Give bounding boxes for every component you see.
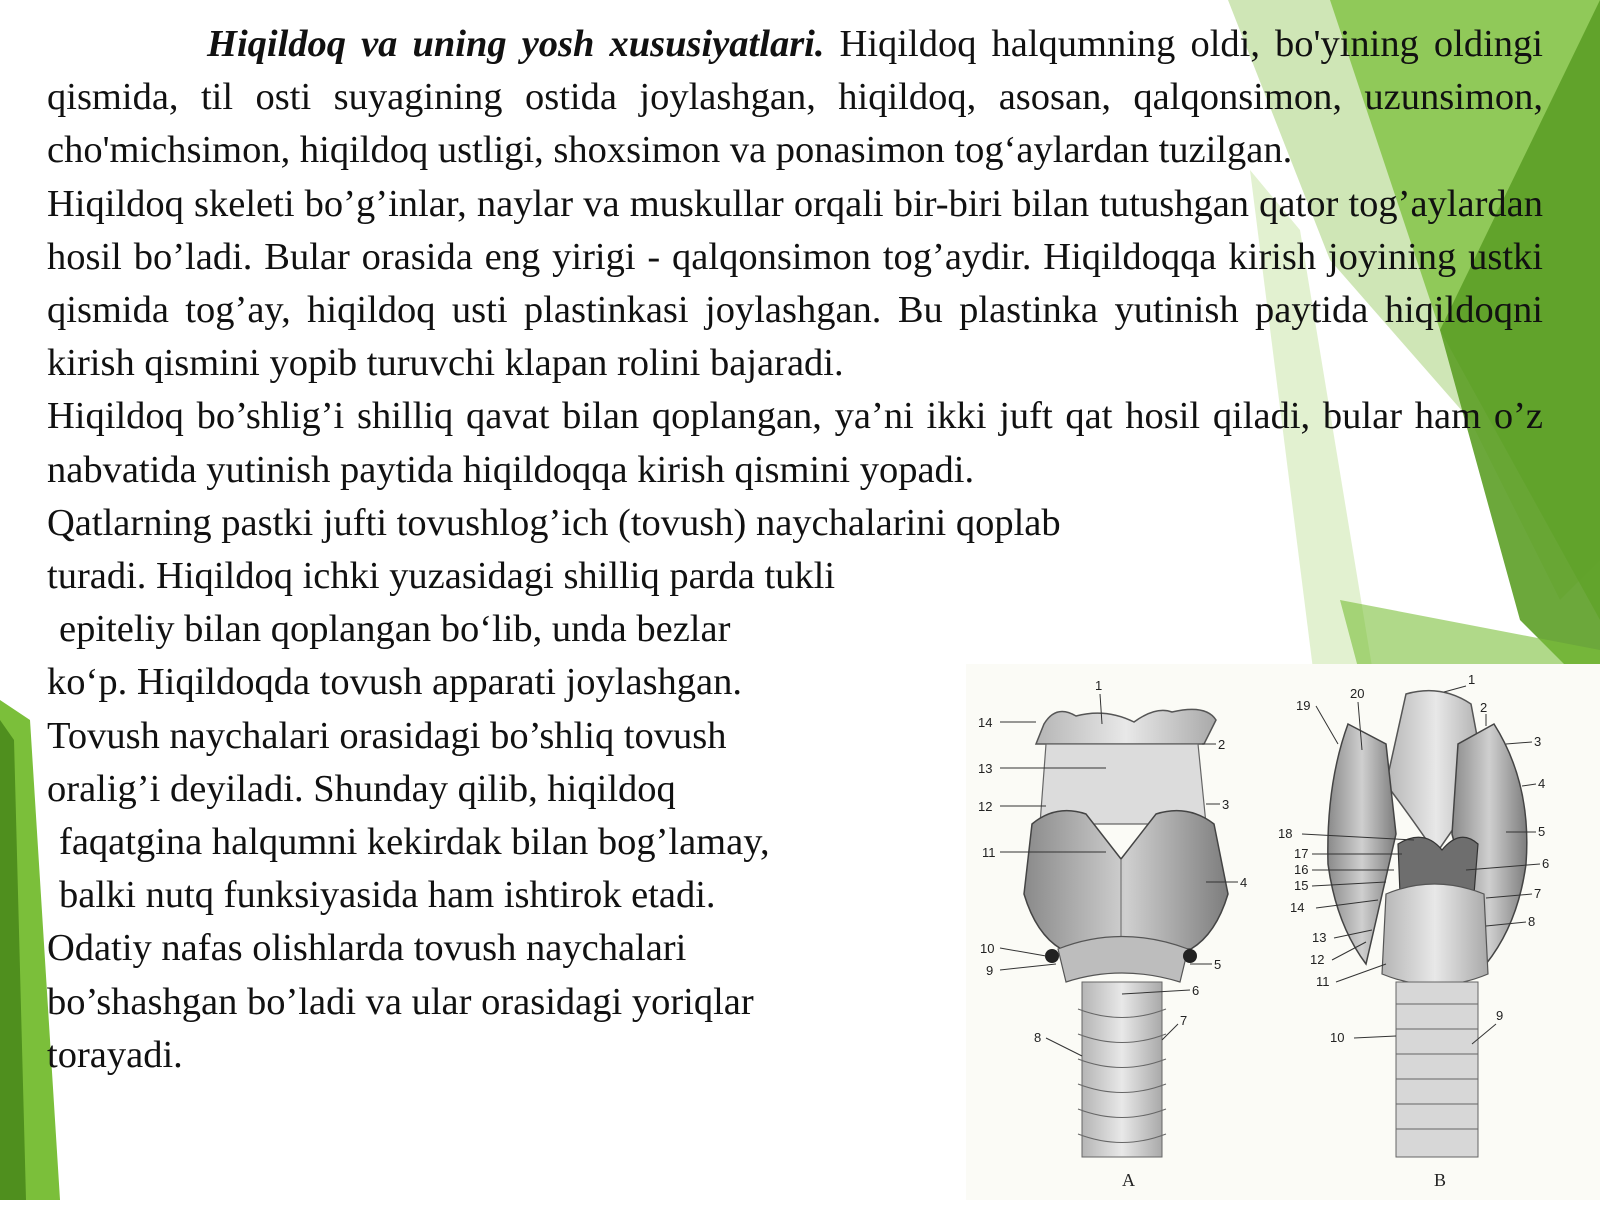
panel-b-label-2: 2 xyxy=(1480,700,1488,715)
panel-b-label-16: 16 xyxy=(1294,862,1309,877)
paragraph-4-line: turadi. Hiqildoq ichki yuzasidagi shilliq parda tukli xyxy=(47,555,836,598)
paragraph-4-line: Odatiy nafas olishlarda tovush naychalari xyxy=(47,927,687,970)
panel-b-label-5: 5 xyxy=(1538,824,1546,839)
panel-b-label-11: 11 xyxy=(1316,974,1330,989)
panel-a-label-8: 8 xyxy=(1034,1030,1042,1045)
panel-b-label-7: 7 xyxy=(1534,886,1542,901)
paragraph-4-line: Qatlarning pastki jufti tovushlog’ich (tovush) naychalarini qoplab xyxy=(47,501,1061,544)
panel-b-label-15: 15 xyxy=(1294,878,1309,893)
panel-b-label-3: 3 xyxy=(1534,734,1542,749)
panel-b-label-17: 17 xyxy=(1294,846,1309,861)
panel-a-label-13: 13 xyxy=(978,761,993,776)
panel-b-label-8: 8 xyxy=(1528,914,1536,929)
panel-b-label-1: 1 xyxy=(1468,672,1476,687)
panel-b-caption: B xyxy=(1434,1170,1447,1190)
paragraph-4-line: epiteliy bilan qoplangan bo‘lib, unda bezlar xyxy=(59,608,731,651)
panel-b-label-10: 10 xyxy=(1330,1030,1345,1045)
panel-a-drawing xyxy=(978,678,1247,1190)
panel-a-label-3: 3 xyxy=(1222,797,1230,812)
panel-b-label-6: 6 xyxy=(1542,856,1550,871)
panel-a-label-7: 7 xyxy=(1180,1013,1188,1028)
panel-a-label-12: 12 xyxy=(978,799,993,814)
panel-a-caption: A xyxy=(1122,1170,1135,1190)
larynx-diagram xyxy=(966,664,1600,1200)
paragraph-4-line: faqatgina halqumni kekirdak bilan bog’lamay, xyxy=(59,821,770,864)
panel-a-label-10: 10 xyxy=(980,941,995,956)
paragraph-1-body: Hiqildoq halqumning oldi, bo'yining oldingi qismida, til osti suyagining ostida joylashgan, hiqildoq, asosan, qalqonsimon, uzunsimon, cho'michsimon, hiqildoq ustligi, shoxsimon va ponasimon tog‘aylardan tuzilgan. xyxy=(47,23,1543,172)
panel-a-label-1: 1 xyxy=(1095,678,1103,693)
paragraph-4-line: oralig’i deyiladi. Shunday qilib, hiqildoq xyxy=(47,767,676,810)
panel-b-label-19: 19 xyxy=(1296,698,1311,713)
paragraph-4-line: balki nutq funksiyasida ham ishtirok etadi. xyxy=(59,874,716,917)
panel-b-label-20: 20 xyxy=(1350,686,1365,701)
panel-a-label-6: 6 xyxy=(1192,983,1200,998)
panel-b-label-13: 13 xyxy=(1312,930,1327,945)
panel-a-label-14: 14 xyxy=(978,715,993,730)
panel-a-label-5: 5 xyxy=(1214,957,1222,972)
panel-a-label-11: 11 xyxy=(982,845,996,860)
panel-b-label-18: 18 xyxy=(1278,826,1293,841)
paragraph-2: Hiqildoq skeleti bo’g’inlar, naylar va muskullar orqali bir-biri bilan tutushgan qator tog’aylardan hosil bo’ladi. Bular orasida eng yirigi - qalqonsimon tog’aydir. Hiqildoqqa kirish joyining ustki qismida tog’ay, hiqildoq usti plastinkasi joylashgan. Bu plastinka yutinish paytida hiqildoqni kirish qismini yopib turuvchi klapan rolini bajaradi. xyxy=(47,182,1543,385)
panel-a-label-4: 4 xyxy=(1240,875,1248,890)
paragraph-4-line: torayadi. xyxy=(47,1033,183,1076)
panel-b-label-14: 14 xyxy=(1290,900,1305,915)
paragraph-4-line: bo’shashgan bo’ladi va ular orasidagi yoriqlar xyxy=(47,980,754,1023)
panel-b-label-12: 12 xyxy=(1310,952,1325,967)
paragraph-4-line: Tovush naychalari orasidagi bo’shliq tovush xyxy=(47,714,727,757)
paragraph-4-line: ko‘p. Hiqildoqda tovush apparati joylashgan. xyxy=(47,661,743,704)
panel-b-label-4: 4 xyxy=(1538,776,1546,791)
panel-b-label-9: 9 xyxy=(1496,1008,1504,1023)
paragraph-1 xyxy=(47,18,1543,178)
article-title: Hiqildoq va uning yosh xususiyatlari. xyxy=(207,23,825,65)
larynx-illustration xyxy=(966,664,1600,1200)
panel-a-label-9: 9 xyxy=(986,963,994,978)
panel-a-label-2: 2 xyxy=(1218,737,1226,752)
panel-b-drawing xyxy=(1278,672,1549,1190)
paragraph-3: Hiqildoq bo’shlig’i shilliq qavat bilan qoplangan, ya’ni ikki juft qat hosil qiladi, bular ham o’z nabvatida yutinish paytida hiqildoqqa kirish qismini yopadi. xyxy=(47,395,1543,491)
